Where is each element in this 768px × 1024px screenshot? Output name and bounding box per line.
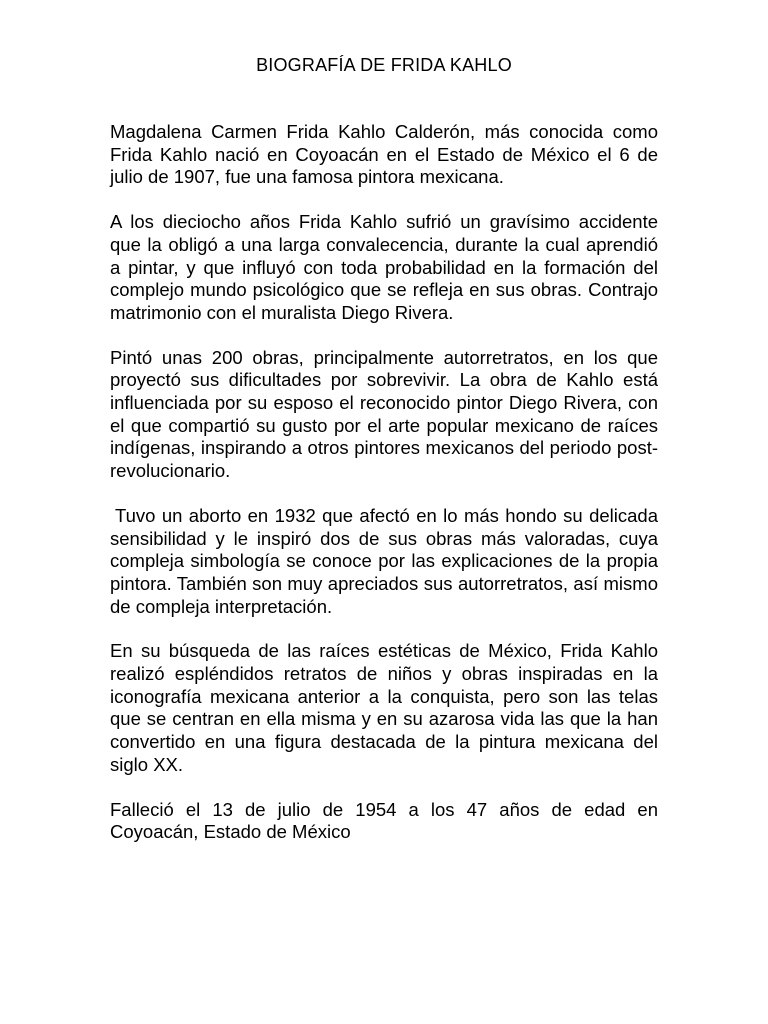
- paragraph-intro: Magdalena Carmen Frida Kahlo Calderón, más conocida como Frida Kahlo nació en Coyoacán en el Estado de México el 6 de julio de 1907, fue una famosa pintora mexicana.: [110, 121, 658, 188]
- paragraph-aesthetics: En su búsqueda de las raíces estéticas de México, Frida Kahlo realizó espléndidos retratos de niños y obras inspiradas en la iconografía mexicana anterior a la conquista, pero son las telas que se centran en ella misma y en su azarosa vida las que la han convertido en una figura destacada de la pintura mexicana del siglo XX.: [110, 640, 658, 775]
- paragraph-accident: A los dieciocho años Frida Kahlo sufrió un gravísimo accidente que la obligó a una larga convalecencia, durante la cual aprendió a pintar, y que influyó con toda probabilidad en la formación del complejo mundo psicológico que se refleja en sus obras. Contrajo matrimonio con el muralista Diego Rivera.: [110, 211, 658, 323]
- paragraph-works: Pintó unas 200 obras, principalmente autorretratos, en los que proyectó sus dificultades por sobrevivir. La obra de Kahlo está influenciada por su esposo el reconocido pintor Diego Rivera, con el que compartió su gusto por el arte popular mexicano de raíces indígenas, inspirando a otros pintores mexicanos del periodo post-revolucionario.: [110, 346, 658, 482]
- paragraph-death: Falleció el 13 de julio de 1954 a los 47 años de edad en Coyoacán, Estado de México: [110, 798, 658, 843]
- paragraph-1932: Tuvo un aborto en 1932 que afectó en lo más hondo su delicada sensibilidad y le inspiró dos de sus obras más valoradas, cuya compleja simbología se conoce por las explicaciones de la propia pintora. También son muy apreciados sus autorretratos, así mismo de compleja interpretación.: [110, 504, 658, 617]
- document-body: [110, 121, 658, 866]
- document-title: BIOGRAFÍA DE FRIDA KAHLO: [256, 55, 512, 75]
